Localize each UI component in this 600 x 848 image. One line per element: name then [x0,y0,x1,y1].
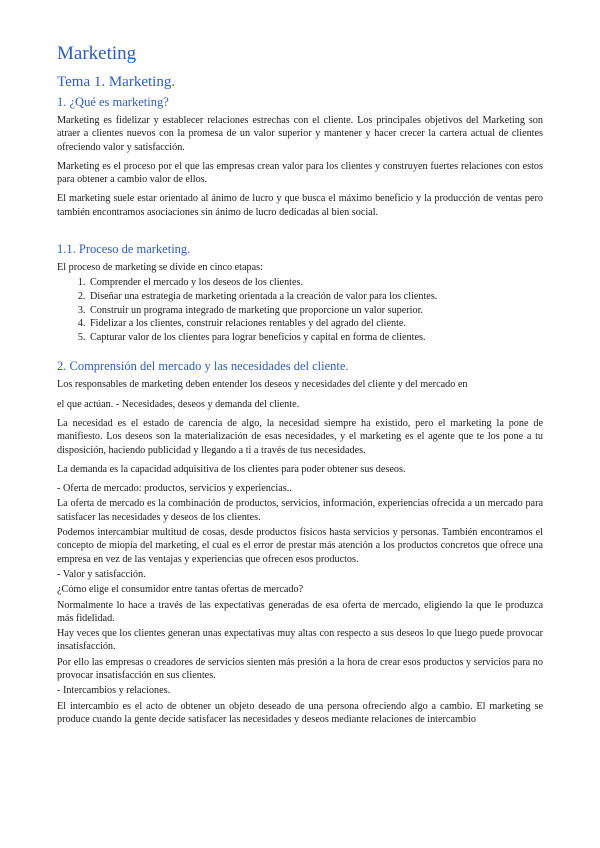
section-1-paragraph: Marketing es fidelizar y establecer relaciones estrechas con el cliente. Los principales objetivos del Marketing son atraer a clientes nuevos con la promesa de un valor superior y mantener y hacer crecer la cartera actual de clientes ofreciendo valor y satisfacción. [57,115,543,153]
section-2-subheading: - Intercambios y relaciones. [57,685,171,697]
process-steps-list [57,276,543,344]
section-2-paragraph: La necesidad es el estado de carencia de algo, la necesidad siempre ha existido, pero el marketing la pone de manifiesto. Los deseos son la materialización de esas necesidades, y el marketing es el agente que te los pone a tu disposición, haciendo publicidad y llegando a ti a través de tus necesidades. [57,417,543,456]
section-2-paragraph: Los responsables de marketing deben entender los deseos y necesidades del cliente y del mercado en [57,379,468,391]
section-2-paragraph: el que actúan. - Necesidades, deseos y demanda del cliente. [57,398,300,410]
process-step: 5. Capturar valor de los clientes para lograr beneficios y capital en forma de clientes. [88,331,543,345]
section-2-paragraph: Normalmente lo hace a través de las expectativas generadas de esa oferta de mercado, eligiendo la que le produzca más fidelidad. [57,599,543,624]
section-2-paragraph: El intercambio es el acto de obtener un objeto deseado de una persona ofreciendo algo a cambio. El marketing se produce cuando la gente decide satisfacer las necesidades y deseos mediante relaciones de intercambio [57,700,543,725]
section-2-paragraph: La demanda es la capacidad adquisitiva de los clientes para poder obtener sus deseos. [57,463,406,475]
section-2-subheading: - Oferta de mercado: productos, servicios y experiencias.. [57,483,292,495]
section-1-heading: 1. ¿Qué es marketing? [57,95,169,109]
section-1-1-heading: 1.1. Proceso de marketing. [57,242,191,257]
process-step: 1. Comprender el mercado y los deseos de los clientes. [88,276,543,290]
document-title: Marketing [57,43,137,64]
section-2-heading: 2. Comprensión del mercado y las necesidades del cliente. [57,359,349,374]
section-1-paragraph: El marketing suele estar orientado al ánimo de lucro y que busca el máximo beneficio y la producción de ventas pero también encontramos asociaciones sin ánimo de lucro dedicadas al bien social. [57,193,543,218]
process-intro: El proceso de marketing se divide en cinco etapas: [57,262,263,274]
section-2-paragraph: Podemos intercambiar multitud de cosas, desde productos físicos hasta servicios y personas. También encontramos el concepto de miopía del marketing, el cual es el error de prestar más atención a los productos concretos que ofrece una empresa en vez de las ventajas y experiencias que ofrecen esos productos. [57,527,543,565]
section-1-paragraph: Marketing es el proceso por el que las empresas crean valor para los clientes y construyen fuertes relaciones con estos para obtener a cambio valor de ellos. [57,160,543,186]
section-2-paragraph: La oferta de mercado es la combinación de productos, servicios, información, experiencias ofrecida a un mercado para satisfacer las necesidades y deseos de los clientes. [57,498,543,523]
process-step: 4. Fidelizar a los clientes, construir relaciones rentables y del agrado del cliente. [88,317,543,331]
section-2-paragraph: Por ello las empresas o creadores de servicios sienten más presión a la hora de crear esos productos y servicios para no provocar insatisfacción en sus clientes. [57,656,543,681]
topic-heading: Tema 1. Marketing. [57,74,176,90]
section-2-subheading: - Valor y satisfacción. [57,568,146,580]
process-step: 3. Construir un programa integrado de marketing que proporcione un valor superior. [88,304,543,318]
section-2-paragraph: Hay veces que los clientes generan unas expectativas muy altas con respecto a sus deseos lo que luego puede provocar insatisfacción. [57,628,543,653]
process-step: 2. Diseñar una estrategia de marketing orientada a la creación de valor para los clientes. [88,290,543,304]
section-2-question: ¿Cómo elige el consumidor entre tantas ofertas de mercado? [57,584,304,596]
